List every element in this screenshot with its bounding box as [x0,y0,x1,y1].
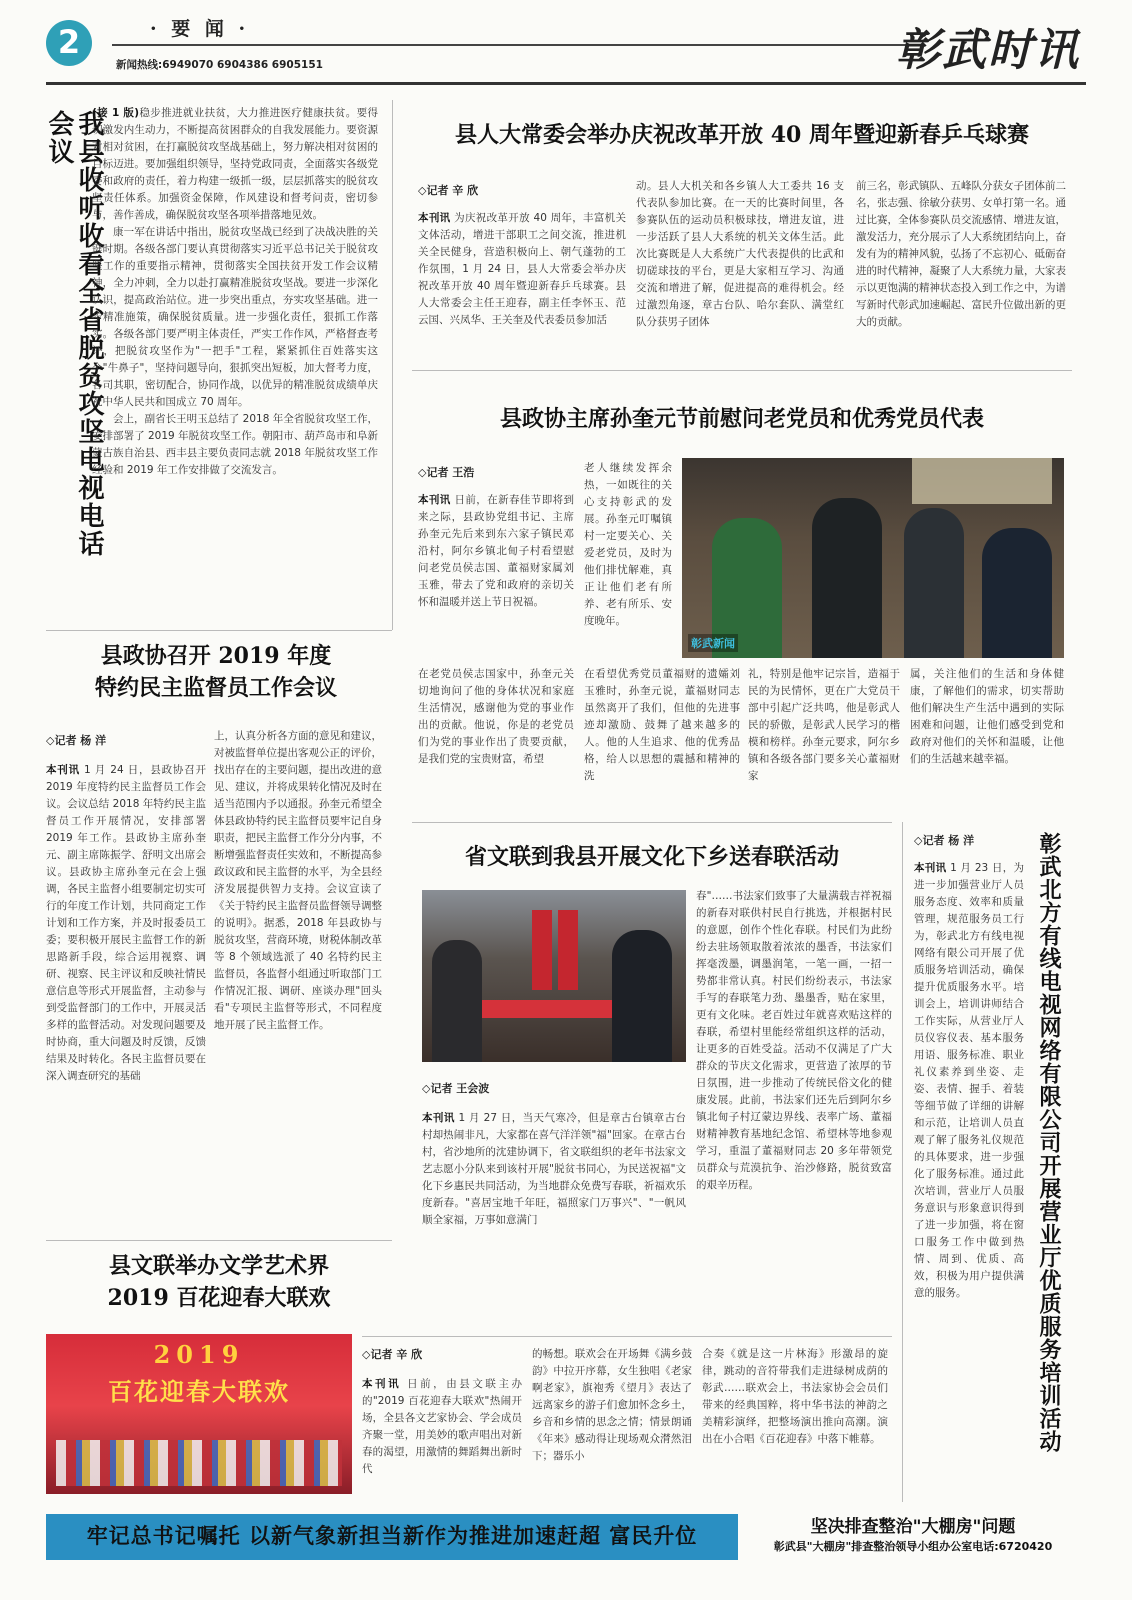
cppcc-visit-col2: 老人继续发挥余热，一如既往的关心支持彰武的发展。孙奎元叮嘱镇村一定要关心、关爱老党员，及时为他们排忧解难，真正让他们老有所养、老有所乐、安度晚年。 [584,462,672,627]
npc-pingpong-byline: ◇记者 辛 欣 [418,184,479,197]
page-number-badge: 2 [46,20,92,66]
cppcc-meeting-col1 [46,762,206,1234]
cppcc-visit-col1 [418,492,574,662]
wenlian-title: 省文联到我县开展文化下乡送春联活动 [464,844,839,870]
literature-banner-photo [46,1334,352,1494]
cppcc-visit-title: 县政协主席孙奎元节前慰问老党员和优秀党员代表 [499,406,984,432]
banner-year: 2019 [153,1340,245,1369]
couplet [532,910,552,990]
poverty-body [92,105,378,605]
literature-lead: 本刊讯 [362,1378,402,1390]
literature-col1-text: 日前，由县文联主办的"2019 百花迎春大联欢"热闹开场，全县各文艺家协会、学会成员齐聚一堂，用美妙的歌声唱出对新春的渴望，用激情的舞蹈舞出新时代 [362,1378,522,1475]
divider [412,370,1072,371]
footer-slogan: 牢记总书记嘱托 以新气象新担当新作为推进加速赶超 富民升位 [86,1524,698,1548]
footer-right-title: 坚决排查整治"大棚房"问题 [810,1517,1016,1537]
wenlian-photo [422,890,686,1062]
literature-title [46,1250,392,1314]
header-bottom-rule [46,82,1086,85]
poverty-p1: 稳步推进就业扶贫，大力推进医疗健康扶贫。要得切激发内生动力，不断提高贫困群众的自我发展能力。要资源对相对贫困，在打赢脱贫攻坚战基础上，努力解决相对贫困的目标迈进。要加强组织领导，坚持党政同责，全面落实各级党委和政府的责任，着力构建一级抓一级，层层抓落实的脱贫攻坚责任体系。加强资金保障，作风建设和督考问责，密切参与，善作善成，确保脱贫攻坚各项举措落地见效。 [92,107,378,221]
cppcc-visit-col3: 在老党员侯志国家中，孙奎元关切地询问了他的身体状况和家庭生活情况，感谢他为党的事业作出的贡献。他说，你是的老党员们为党的事业作出了贵要贡献，是我们党的宝贵财富，希望 [418,668,574,765]
cppcc-meeting-col2: 上，认真分析各方面的意见和建议，对被监督单位提出客观公正的评价，找出存在的主要问题，提出改进的意见、建议，并将成果转化情况及时在适当范围内予以通报。孙奎元希望全体县政协特约民主监督员要牢记自身职责，把民主监督工作分分内事，不断增强监督责任实效和，不断提高参政议政和民主监督的水平，为全县经济发展提供智力支持。会议宣读了《关于特约民主监督员监督领导调整的说明》。据悉，2018 年县政协与脱贫攻坚，营商环境，财税体制改革等 8 个领域选派了 40 名特约民主监督员，各监督小组通过听取部门工作情况汇报、调研、座谈办理"回头看"专项民主监督等形式，不同程度地开展了民主监督工作。 [214,730,382,1031]
npc-pingpong-col1-text: 为庆祝改革开放 40 周年，丰富机关文体活动，增进干部职工之间交流，推进机关全民健身，营造积极向上、朝气蓬勃的工作氛围，1 月 24 日，县人大常委会举办庆祝改革开放 40 周年暨迎新春乒乓球赛。县人大常委会主任王迎春，副主任李怀玉、范云国、兴凤华、王关奎及代表委员参加活 [418,212,626,326]
literature-title-line2: 2019 百花迎春大联欢 [107,1285,331,1311]
poverty-p3: 会上，副省长王明玉总结了 2018 年全省脱贫攻坚工作，安排部署了 2019 年脱贫攻坚工作。朝阳市、葫芦岛市和阜新蒙古族自治县、西丰县主要负责同志就 2018 年脱贫攻坚工作经验和 2019 年工作安排做了交流发言。 [92,413,378,476]
poverty-title: 我县收听收看全省脱贫攻坚电视电话会议 [44,110,104,558]
cppcc-visit-byline: ◇记者 王浩 [418,466,475,479]
hotline-numbers: 6949070 6904386 6905151 [162,59,323,71]
cppcc-visit-col1-text: 日前，在新春佳节即将到来之际，县政协党组书记、主席孙奎元先后来到东六家子镇民邓沿村，阿尔乡镇北甸子村看望慰问老党员侯志国、董福财家属刘玉雅，带去了党和政府的亲切关怀和温暖并送上节日祝福。 [418,494,574,608]
literature-col1 [362,1376,522,1502]
literature-col2: 的畅想。联欢会在开场舞《满乡鼓韵》中拉开序幕，女生独唱《老家啊老家》，旗袍秀《望月》表达了远离家乡的游子们愈加怀念乡土，乡音和乡情的思念之情；情景朗诵《年来》感动得让现场观众潸然泪下；器乐小 [532,1348,692,1462]
cable-lead: 本刊讯 [914,862,947,874]
wenlian-col1-text: 1 月 27 日，当天气寒冷，但是章古台镇章古台村却热闹非凡，大家都在喜气洋洋领"福"回家。在章古台村，省沙地所的沈建协调下，省文联组织的老年书法家文艺志愿小分队来到该村开展"脱贫书同心，为民送祝福"文化下乡惠民共同活动，为当地群众免费写春联，祈福欢乐度新春。"喜居宝地千年旺，福照家门万事兴"、"一帆风顺全家福，万事如意满门 [422,1112,686,1226]
divider [392,100,393,630]
cppcc-visit-col6: 属，关注他们的生活和身体健康，了解他们的需求，切实帮助他们解决生产生活中遇到的实际困难和问题，让他们感受到党和政府对他们的关怀和温暖，让他们的生活越来越幸福。 [910,668,1064,765]
header-rule [112,44,912,46]
wenlian-byline: ◇记者 王会波 [422,1082,490,1095]
person-figure [432,940,482,1062]
cppcc-visit-col5: 礼，特别是他牢记宗旨，造福于民的为民情怀，更在广大党员干部中引起广泛共鸣，他是彰武人民的骄傲，是彰武人民学习的楷模和榜样。孙奎元要求，阿尔乡镇和各级各部门要多关心董福财家 [748,668,900,782]
cppcc-meeting-byline: ◇记者 杨 洋 [46,734,107,747]
cppcc-meeting-title [46,640,386,704]
cppcc-meeting-title-line1: 县政协召开 2019 年度 [100,643,332,669]
divider [412,822,892,823]
npc-pingpong-col2: 动。县人大机关和各乡镇人大工委共 16 支代表队参加比赛。在一天的比赛时间里，各参赛队伍的运动员积极球技，增进友谊，进一步活跃了县人大系统的机关文体生活。此次比赛既是人大系统广大代表提供的比武和切磋球技的平台，更是大家相互学习、沟通交流和增进了解，促进提高的难得机会。经过激烈角逐，章古台队、哈尔套队、满堂红队分获男子团体 [636,180,844,328]
literature-col3: 合奏《就是这一片林海》形激昂的旋律，跳动的音符带我们走进绿树成荫的彰武……联欢会上，书法家协会会员们带来的经典国粹，将中华书法的神韵之美精彩演绎，把整场演出推向高潮。演出在小合唱《百花迎春》中落下帷幕。 [702,1348,888,1445]
wenlian-col1 [422,1110,686,1332]
window [912,458,1052,504]
cppcc-visit-photo [682,458,1064,658]
person-figure [904,508,964,658]
masthead: 彰武时讯 [896,25,1080,76]
literature-byline: ◇记者 辛 欣 [362,1348,423,1361]
wenlian-col2: 春"……书法家们致事了大量满载吉祥祝福的新春对联供村民自行挑选，并根据村民的意愿，创作个性化春联。村民们为此纷纷去驻场领取散着浓浓的墨香，书法家们挥毫泼墨，调墨润笔，一笔一画，一招一势都非常认真。村民们纷纷表示，书法家手写的春联笔力劲、墨墨香，贴在家里，更有文化味。老百姓过年就喜欢贴这样的春联，希望村里能经常组织这样的活动，让更多的百姓受益。活动不仅满足了广大群众的节庆文化需求，更营造了浓厚的节日氛围，进一步推动了传统民俗文化的健康发展。此前，书法家们还先后到阿尔乡镇北甸子村辽蒙边界线、表率广场、董福财精神教育基地纪念馆、希望林等地参观学习，重温了董福财同志 20 多年带领党员群众与荒漠抗争、治沙修路，脱贫致富的艰辛历程。 [696,890,892,1191]
cable-title: 彰武北方有线电视网络有限公司开展营业厅优质服务培训活动 [1036,832,1062,1453]
cable-body-text: 1 月 23 日，为进一步加强营业厅人员服务态度、效率和质量管理，规范服务员工行为，彰武北方有线电视网络有限公司开展了优质服务培训活动，确保提升优质服务水平。培训会上，培训讲师结合工作实际，从营业厅人员仪容仪表、基本服务用语、服务标准、职业礼仪素养到坐姿、走姿、表情、握手、着装等细节做了详细的讲解和示范，让培训人员直观了解了服务礼仪规范的具体要求，进一步强化了服务标准。通过此次培训，营业厅人员服务意识与形象意识得到了进一步加强，将在窗口服务工作中做到热情、周到、优质、高效，积极为用户提供满意的服务。 [914,862,1024,1299]
npc-pingpong-col3: 前三名，彰武镇队、五峰队分获女子团体前二名，张志强、徐敏分获男、女单打第一名。通过比赛，全体参赛队员交流感情、增进友谊，激发活力，充分展示了人大系统团结向上，奋发有为的精神风貌，弘扬了不忘初心、砥砺奋进的时代精神，凝聚了人大系统力量，大家表示以更饱满的精神状态投入到工作之中，为谱写新时代彰武加速崛起、富民升位做出新的更大的贡献。 [856,180,1066,328]
cable-byline: ◇记者 杨 洋 [914,834,975,847]
stage-performers [56,1440,342,1486]
npc-pingpong-lead: 本刊讯 [418,212,451,224]
cppcc-meeting-col1-text: 1 月 24 日，县政协召开 2019 年度特约民主监督员工作会议。会议总结 2018 年特约民主监督员工作开展情况，安排部署 2019 年工作。县政协主席孙奎元、副主席陈振学、舒明文出席会议。县政协主席孙奎元在会上强调，各民主监督小组要制定切实可行的年度工作计划，共同商定工作计划和工作方案，并及时报委员工委；要积极开展民主监督工作的新思路新手段，综合运用视察、调研、视察、民主评议和反映社情民意信息等形式开展监督，主动参与到受监督部门的工作中，开展灵活多样的监督活动。对发现问题要及时协商，重大问题及时反馈，反馈结果及时转化。各民主监督员要在深入调查研究的基础 [46,764,206,1082]
literature-title-line1: 县文联举办文学艺术界 [108,1253,329,1279]
poverty-p2: 康一军在讲话中指出，脱贫攻坚战已经到了决战决胜的关键时期。各级各部门要认真贯彻落实习近平总书记关于脱贫攻坚工作的重要指示精神，贯彻落实全国扶贫开发工作会议精神，全力冲刺，全力以赴打赢精准脱贫攻坚战。要进一步深化认识，提高政治站位。进一步突出重点，夯实攻坚基础。进一步精准施策，确保脱贫质量。进一步强化责任，狠抓工作落实。各级各部门要严明主体责任，严实工作作风，严格督查考评，把脱贫攻坚作为"一把手"工程，紧紧抓住百姓落实这个"牛鼻子"，坚持问题导向，狠抓突出短板，加大督考力度，各司其职，密切配合，协同作战，以优异的精准脱贫成绩单庆祝中华人民共和国成立 70 周年。 [92,226,378,408]
person-figure [982,528,1052,658]
cppcc-visit-lead: 本刊讯 [418,494,451,506]
divider [46,1240,392,1241]
cppcc-meeting-title-line2: 特约民主监督员工作会议 [94,675,337,701]
divider [46,630,392,631]
footer-right-sub: 彰武县"大棚房"排查整治领导小组办公室电话:6720420 [773,1540,1053,1553]
poverty-cont-label: (接 1 版) [92,107,140,119]
cppcc-meeting-lead: 本刊讯 [46,764,80,776]
divider [902,822,903,1502]
couplet [558,910,578,990]
hotline-label: 新闻热线: [116,59,163,71]
wenlian-lead: 本刊讯 [422,1112,455,1124]
person-figure [612,930,672,1062]
person-figure [812,498,882,658]
photo-caption-logo: 彰武新闻 [688,634,738,652]
hotline [116,57,323,72]
cable-body [914,860,1024,1496]
cppcc-visit-col4: 在看望优秀党员董福财的遗孀刘玉雅时，孙奎元说，董福财同志虽然离开了我们，但他的先进事迹却激励、鼓舞了越来越多的人。他的人生追求、他的优秀品格，给人以思想的震撼和精神的洗 [584,668,740,782]
banner-text: 百花迎春大联欢 [108,1377,290,1406]
npc-pingpong-col1 [418,210,626,362]
divider [362,1336,892,1337]
section-label: · 要 闻 · [150,18,250,40]
npc-pingpong-title: 县人大常委会举办庆祝改革开放 40 周年暨迎新春乒乓球赛 [455,122,1029,148]
